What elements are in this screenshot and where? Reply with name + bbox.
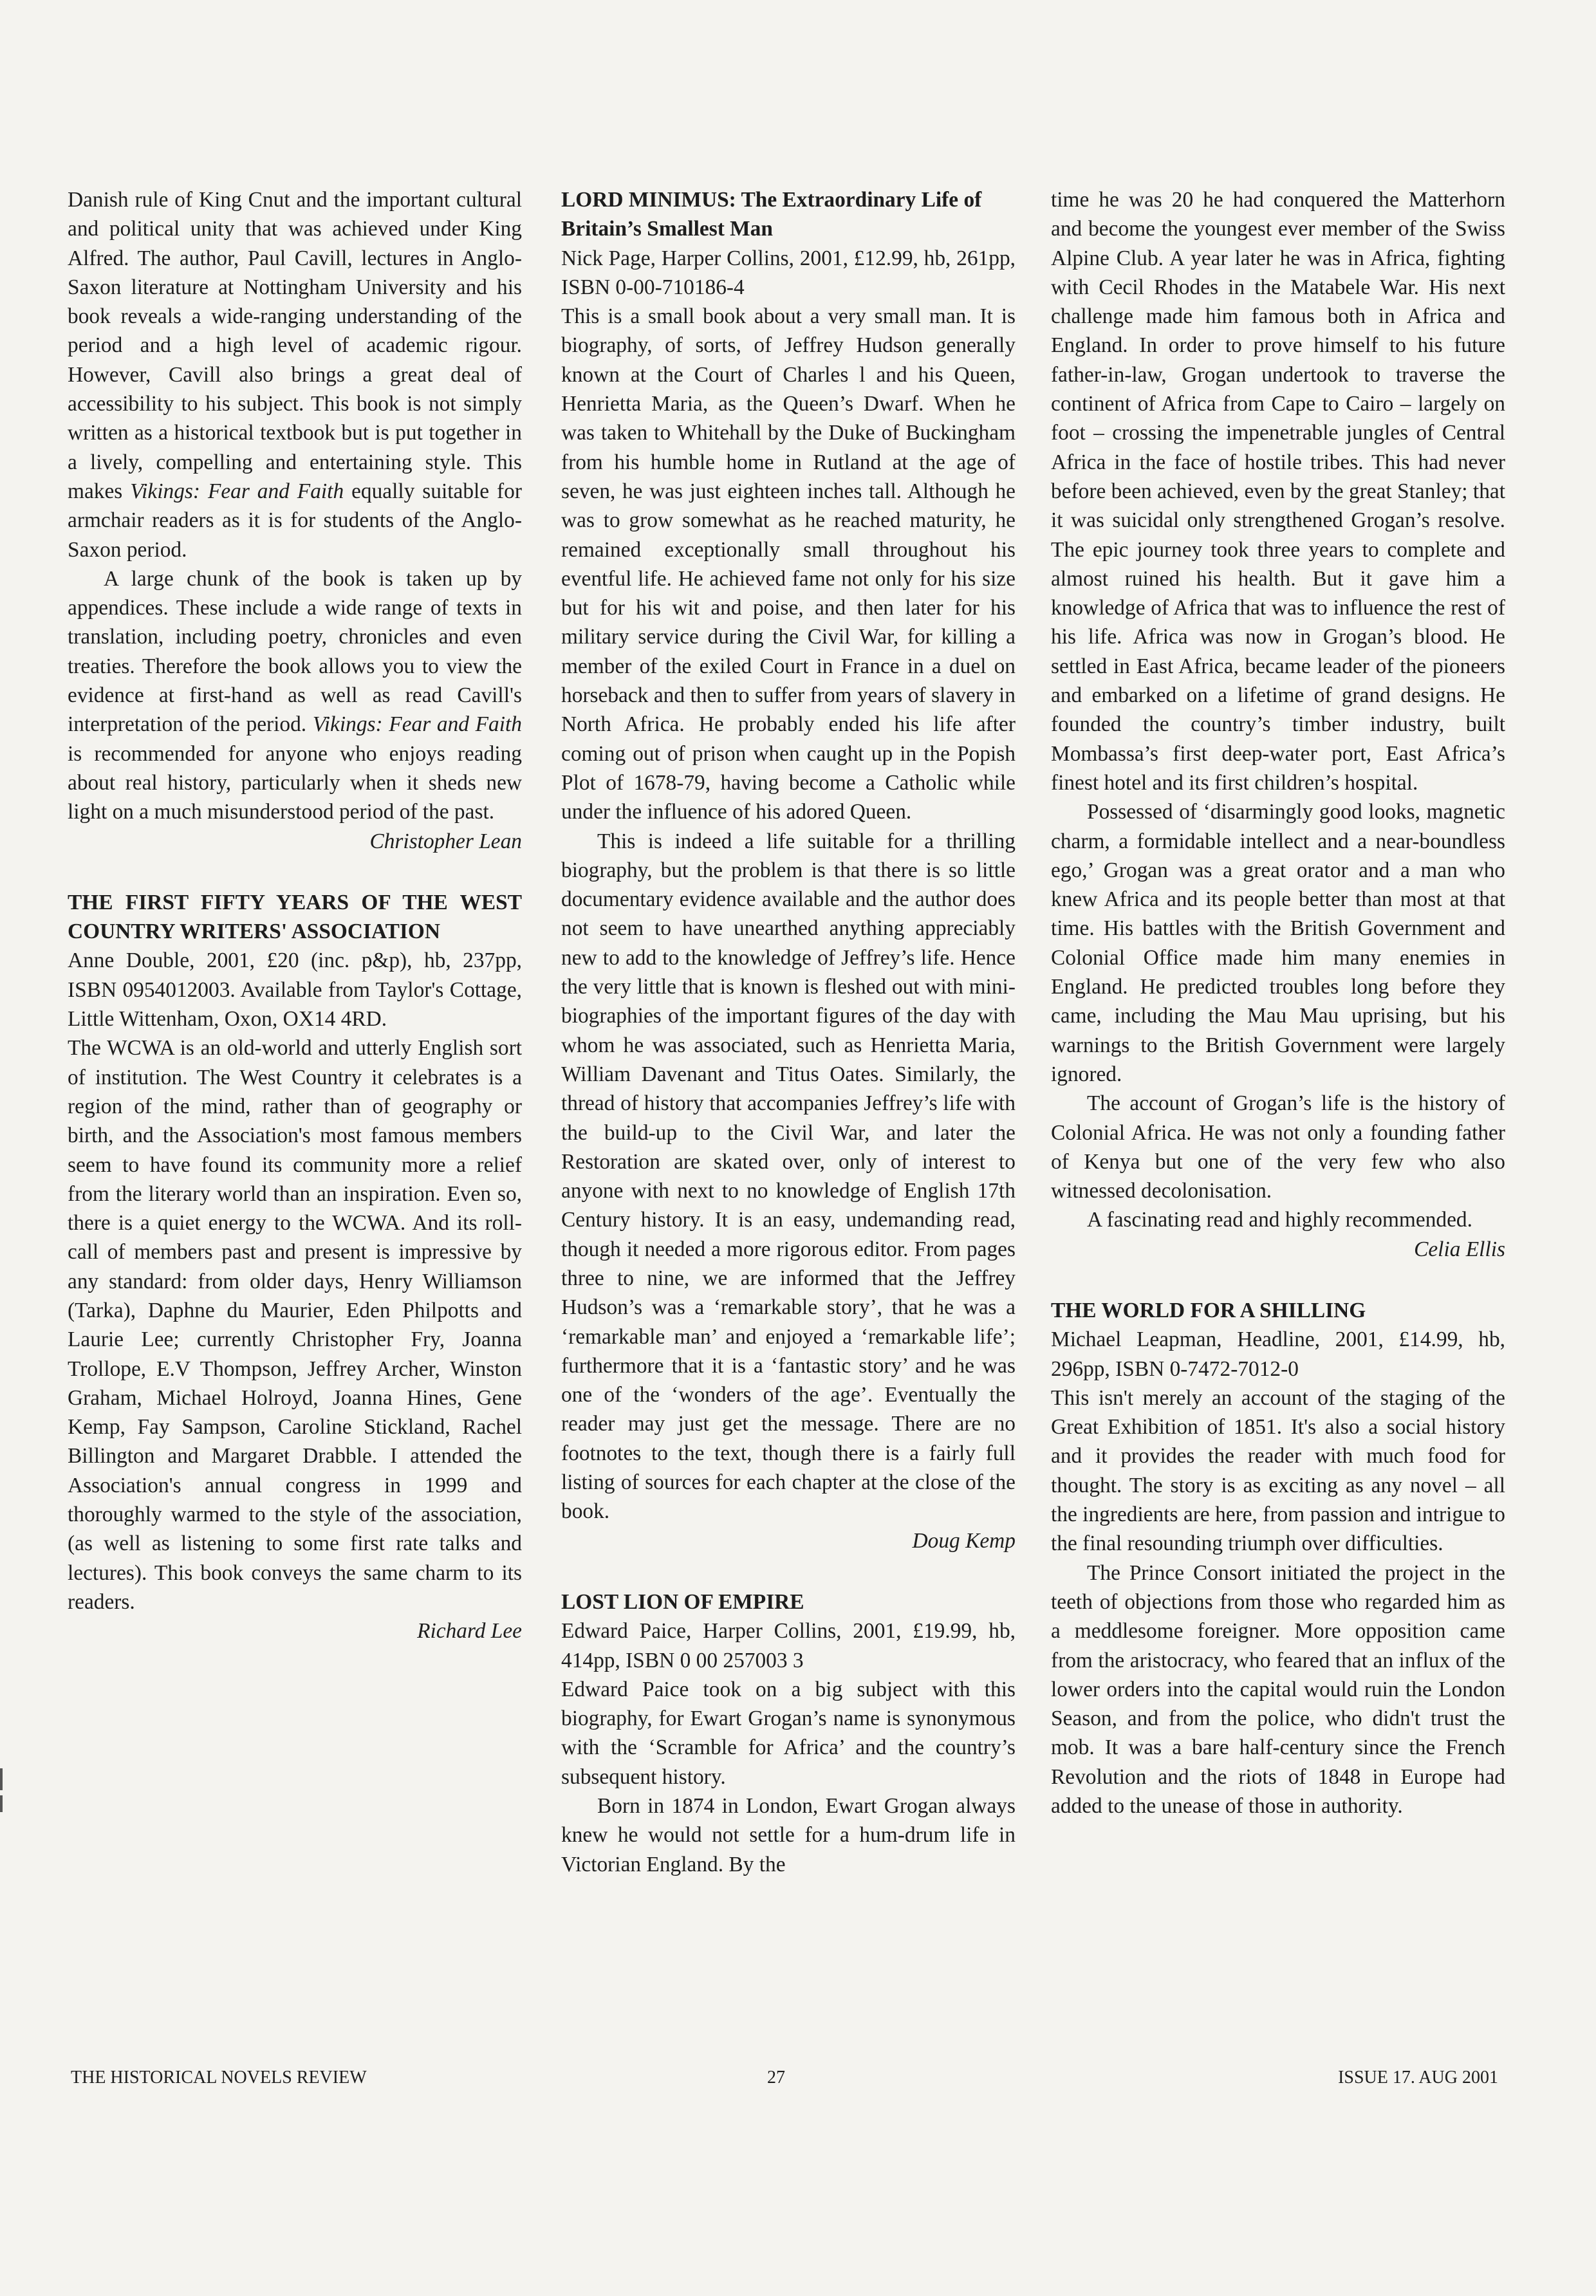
column-right [1051, 185, 1505, 1820]
column-middle [561, 185, 1016, 1879]
review-body: The Prince Consort initiated the project in the teeth of objections from those who regarded him as a meddlesome foreigner. More opposition came from the aristocracy, who feared that an influx of the lower orders into the capital would ruin the London Season, and from the police, who didn't trust the mob. It was a bare half-century since the French Revolution and the riots of 1848 in Europe had added to the unease of those in authority. [1051, 1560, 1505, 1819]
vikings-review-paragraph: Danish rule of King Cnut and the important cultural and political unity that was achieved under King Alfred. The author, Paul Cavill, lectures in Anglo-Saxon literature at Nottingham University and his book reveals a wide-ranging understanding of the period and a high level of academic rigour. However, Cavill also brings a great deal of accessibility to his subject. This book is not simply written as a historical textbook but is put together in a lively, compelling and entertaining style. This makes Vikings: Fear and Faith equally suitable for armchair readers as it is for students of the Anglo-Saxon period. [68, 188, 522, 562]
footer-page-number: 27 [767, 2068, 785, 2088]
review-publication-details: Edward Paice, Harper Collins, 2001, £19.99, hb, 414pp, ISBN 0 00 257003 3 [561, 1619, 1016, 1672]
review-title: LORD MINIMUS: The Extraordinary Life of Britain’s Smallest Man [561, 188, 982, 241]
review-body: This isn't merely an account of the staging of the Great Exhibition of 1851. It's also a social history and it provides the reader with much food for thought. The story is as exciting as any novel – all the ingredients are here, from passion and intrigue to the final resounding triumph over difficulties. [1051, 1385, 1505, 1556]
review-title: THE FIRST FIFTY YEARS OF THE WEST COUNTRY WRITERS' ASSOCIATION [68, 890, 522, 944]
reviewer-signature: Richard Lee [417, 1619, 522, 1643]
reviewer-signature: Celia Ellis [1414, 1237, 1505, 1261]
review-body: The account of Grogan’s life is the history of Colonial Africa. He was not only a founding father of Kenya but one of the very few who also witnessed decolonisation. [1051, 1091, 1505, 1203]
review-body: The WCWA is an old-world and utterly English sort of institution. The West Country it celebrates is a region of the mind, rather than of geography or birth, and the Association's most famous members seem to have found its community more a relief from the literary world than an inspiration. Even so, there is a quiet energy to the WCWA. And its roll-call of members past and present is impressive by any standard: from older days, Henry Williamson (Tarka), Daphne du Maurier, Eden Philpotts and Laurie Lee; currently Christopher Fry, Joanna Trollope, E.V Thompson, Jeffrey Archer, Winston Graham, Michael Holroyd, Joanna Hines, Gene Kemp, Fay Sampson, Caroline Stickland, Rachel Billington and Margaret Drabble. I attended the Association's annual congress in 1999 and thoroughly warmed to the style of the association, (as well as listening to some first rate talks and lectures). This book conveys the same charm to its readers. [68, 1036, 522, 1614]
footer-issue-date: ISSUE 17. AUG 2001 [1338, 2068, 1498, 2088]
scan-edge-mark [0, 1768, 3, 1790]
review-title: THE WORLD FOR A SHILLING [1051, 1298, 1366, 1322]
review-body: Born in 1874 in London, Ewart Grogan always knew he would not settle for a hum-drum life in Victorian England. By the [561, 1794, 1016, 1876]
review-body: Edward Paice took on a big subject with this biography, for Ewart Grogan’s name is synonymous with the ‘Scramble for Africa’ and the country’s subsequent history. [561, 1677, 1016, 1789]
review-publication-details: Anne Double, 2001, £20 (inc. p&p), hb, 237pp, ISBN 0954012003. Available from Taylor's Cottage, Little Wittenham, Oxon, OX14 4RD. [68, 949, 522, 1032]
review-body: A fascinating read and highly recommended. [1087, 1208, 1472, 1232]
review-publication-details: Nick Page, Harper Collins, 2001, £12.99, hb, 261pp, ISBN 0-00-710186-4 [561, 246, 1016, 299]
review-publication-details: Michael Leapman, Headline, 2001, £14.99, hb, 296pp, ISBN 0-7472-7012-0 [1051, 1328, 1505, 1381]
review-body: This is indeed a life suitable for a thrilling biography, but the problem is that there is so little documentary evidence available and the author does not seem to have unearthed anything appreciably new to add to the knowledge of Jeffrey’s life. Hence the very little that is known is fleshed out with mini-biographies of the important figures of the day with whom he was associated, such as Henrietta Maria, William Davenant and Titus Oates. Similarly, the thread of history that accompanies Jeffrey’s life with the build-up to the Civil War, and later the Restoration are skated over, only of interest to anyone with next to no knowledge of English 17th Century history. It is an easy, undemanding read, though it needed a more rigorous editor. From pages three to nine, we are informed that the Jeffrey Hudson’s was a ‘remarkable story’, that he was a ‘remarkable man’ and enjoyed a ‘remarkable life’; furthermore that it is a ‘fantastic story’ and he was one of the ‘wonders of the age’. Eventually the reader may just get the message. There are no footnotes to the text, though there is a fairly full listing of sources for each chapter at the close of the book. [561, 829, 1016, 1524]
column-left [68, 185, 522, 1646]
review-body: time he was 20 he had conquered the Matterhorn and become the youngest ever member of the Swiss Alpine Club. A year later he was in Africa, fighting with Cecil Rhodes in the Matabele War. His next challenge made him famous both in Africa and England. In order to prove himself to his future father-in-law, Grogan undertook to traverse the continent of Africa from Cape to Cairo – largely on foot – crossing the impenetrable jungles of Central Africa in the face of hostile tribes. This had never before been achieved, even by the great Stanley; that it was suicidal only strengthened Grogan’s resolve. The epic journey took three years to complete and almost ruined his health. But it gave him a knowledge of Africa that was to influence the rest of his life. Africa was now in Grogan’s blood. He settled in East Africa, became leader of the pioneers and embarked on a lifetime of grand designs. He founded the country’s timber industry, built Mombassa’s first deep-water port, East Africa’s finest hotel and its first children’s hospital. [1051, 188, 1505, 795]
reviewer-signature: Doug Kemp [912, 1528, 1016, 1553]
review-body: This is a small book about a very small man. It is biography, of sorts, of Jeffrey Hudson generally known at the Court of Charles l and his Queen, Henrietta Maria, as the Queen’s Dwarf. When he was taken to Whitehall by the Duke of Buckingham from his humble home in Rutland at the age of seven, he was just eighteen inches tall. Although he was to grow somewhat as he reached maturity, he remained exceptionally small throughout his eventful life. He achieved fame not only for his size but for his wit and poise, and then later for his military service during the Civil War, for killing a member of the exiled Court in France in a duel on horseback and then to suffer from years of slavery in North Africa. He probably ended his life after coming out of prison when caught up in the Popish Plot of 1678-79, having become a Catholic while under the influence of his adored Queen. [561, 304, 1016, 824]
footer-publication-name: THE HISTORICAL NOVELS REVIEW [71, 2068, 367, 2088]
scan-edge-mark [0, 1795, 3, 1812]
vikings-review-paragraph: A large chunk of the book is taken up by appendices. These include a wide range of texts in translation, including poetry, chronicles and even treaties. Therefore the book allows you to view the evidence at first-hand as well as read Cavill's interpretation of the period. Vikings: Fear and Faith is recommended for anyone who enjoys reading about real history, particularly when it sheds new light on a much misunderstood period of the past. [68, 566, 522, 824]
reviewer-signature: Christopher Lean [369, 829, 522, 853]
review-body: Possessed of ‘disarmingly good looks, magnetic charm, a formidable intellect and a near-boundless ego,’ Grogan was a great orator and a man who knew Africa and its people better than most at that time. His battles with the British Government and Colonial Office made him many enemies in England. He predicted troubles long before they came, including the Mau Mau uprising, but his warnings to the British Government were largely ignored. [1051, 800, 1505, 1086]
review-title: LOST LION OF EMPIRE [561, 1589, 804, 1614]
